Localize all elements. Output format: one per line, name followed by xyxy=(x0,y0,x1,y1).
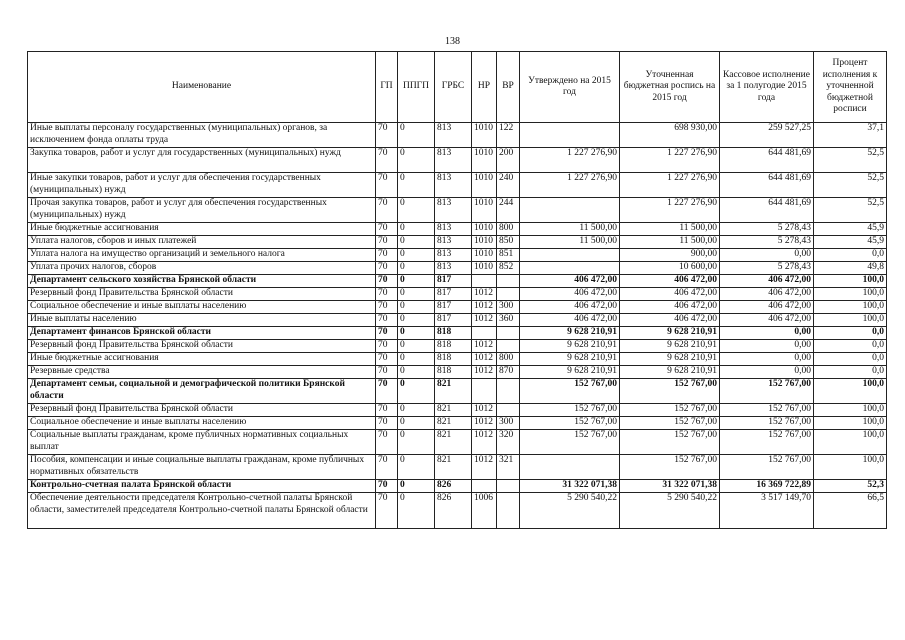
cash-cell: 259 527,25 xyxy=(720,123,814,148)
gp-cell: 70 xyxy=(376,301,398,314)
cash-cell: 0,00 xyxy=(720,366,814,379)
name-cell: Иные закупки товаров, работ и услуг для обеспечения государственных (муниципальных) нужд xyxy=(28,173,376,198)
grbs-cell: 817 xyxy=(435,314,472,327)
percent-cell: 45,9 xyxy=(814,223,887,236)
approved-cell xyxy=(520,198,620,223)
name-cell: Резервные средства xyxy=(28,366,376,379)
cash-cell: 644 481,69 xyxy=(720,173,814,198)
ppgp-cell: 0 xyxy=(398,249,435,262)
np-cell xyxy=(472,327,497,340)
refined-cell: 11 500,00 xyxy=(620,223,720,236)
refined-cell: 5 290 540,22 xyxy=(620,493,720,529)
header-refined: Уточненная бюджетная роспись на 2015 год xyxy=(620,52,720,123)
percent-cell: 100,0 xyxy=(814,430,887,455)
ppgp-cell: 0 xyxy=(398,148,435,173)
grbs-cell: 813 xyxy=(435,173,472,198)
np-cell: 1010 xyxy=(472,173,497,198)
grbs-cell: 818 xyxy=(435,340,472,353)
refined-cell: 10 600,00 xyxy=(620,262,720,275)
percent-cell: 45,9 xyxy=(814,236,887,249)
table-row xyxy=(28,353,887,366)
gp-cell: 70 xyxy=(376,288,398,301)
name-cell: Социальные выплаты гражданам, кроме публичных нормативных социальных выплат xyxy=(28,430,376,455)
grbs-cell: 821 xyxy=(435,417,472,430)
percent-cell: 66,5 xyxy=(814,493,887,529)
approved-cell: 9 628 210,91 xyxy=(520,353,620,366)
header-np: НР xyxy=(472,52,497,123)
np-cell: 1012 xyxy=(472,314,497,327)
np-cell: 1012 xyxy=(472,340,497,353)
budget-execution-table xyxy=(27,51,887,529)
ppgp-cell: 0 xyxy=(398,314,435,327)
gp-cell: 70 xyxy=(376,198,398,223)
ppgp-cell: 0 xyxy=(398,404,435,417)
np-cell xyxy=(472,480,497,493)
approved-cell: 152 767,00 xyxy=(520,417,620,430)
cash-cell: 152 767,00 xyxy=(720,404,814,417)
vr-cell: 870 xyxy=(497,366,520,379)
ppgp-cell: 0 xyxy=(398,327,435,340)
np-cell: 1012 xyxy=(472,430,497,455)
percent-cell: 100,0 xyxy=(814,455,887,480)
np-cell: 1012 xyxy=(472,366,497,379)
table-row xyxy=(28,249,887,262)
percent-cell: 0,0 xyxy=(814,366,887,379)
name-cell: Контрольно-счетная палата Брянской области xyxy=(28,480,376,493)
gp-cell: 70 xyxy=(376,455,398,480)
percent-cell: 52,5 xyxy=(814,198,887,223)
name-cell: Прочая закупка товаров, работ и услуг для обеспечения государственных (муниципальных) нужд xyxy=(28,198,376,223)
refined-cell: 1 227 276,90 xyxy=(620,198,720,223)
np-cell: 1012 xyxy=(472,301,497,314)
cash-cell: 5 278,43 xyxy=(720,236,814,249)
refined-cell: 152 767,00 xyxy=(620,455,720,480)
cash-cell: 16 369 722,89 xyxy=(720,480,814,493)
name-cell: Обеспечение деятельности председателя Контрольно-счетной палаты Брянской области, заместителей председателя Контрольно-счетной палаты Брянской области xyxy=(28,493,376,529)
percent-cell: 52,5 xyxy=(814,173,887,198)
percent-cell: 100,0 xyxy=(814,404,887,417)
gp-cell: 70 xyxy=(376,236,398,249)
grbs-cell: 818 xyxy=(435,353,472,366)
np-cell: 1010 xyxy=(472,249,497,262)
table-row xyxy=(28,493,887,529)
approved-cell: 11 500,00 xyxy=(520,223,620,236)
percent-cell: 49,8 xyxy=(814,262,887,275)
grbs-cell: 821 xyxy=(435,379,472,404)
table-row xyxy=(28,301,887,314)
name-cell: Департамент семьи, социальной и демографической политики Брянской области xyxy=(28,379,376,404)
name-cell: Департамент финансов Брянской области xyxy=(28,327,376,340)
approved-cell: 152 767,00 xyxy=(520,404,620,417)
gp-cell: 70 xyxy=(376,314,398,327)
grbs-cell: 817 xyxy=(435,288,472,301)
refined-cell: 152 767,00 xyxy=(620,430,720,455)
ppgp-cell: 0 xyxy=(398,236,435,249)
grbs-cell: 813 xyxy=(435,123,472,148)
approved-cell: 152 767,00 xyxy=(520,379,620,404)
gp-cell: 70 xyxy=(376,275,398,288)
approved-cell xyxy=(520,455,620,480)
refined-cell: 406 472,00 xyxy=(620,301,720,314)
ppgp-cell: 0 xyxy=(398,173,435,198)
table-row xyxy=(28,223,887,236)
grbs-cell: 813 xyxy=(435,223,472,236)
vr-cell: 851 xyxy=(497,249,520,262)
vr-cell: 240 xyxy=(497,173,520,198)
name-cell: Пособия, компенсации и иные социальные выплаты гражданам, кроме публичных нормативных обязательств xyxy=(28,455,376,480)
ppgp-cell: 0 xyxy=(398,301,435,314)
ppgp-cell: 0 xyxy=(398,288,435,301)
table-row xyxy=(28,417,887,430)
gp-cell: 70 xyxy=(376,417,398,430)
grbs-cell: 821 xyxy=(435,430,472,455)
refined-cell: 152 767,00 xyxy=(620,417,720,430)
ppgp-cell: 0 xyxy=(398,275,435,288)
header-grbs: ГРБС xyxy=(435,52,472,123)
gp-cell: 70 xyxy=(376,123,398,148)
name-cell: Уплата налога на имущество организаций и земельного налога xyxy=(28,249,376,262)
refined-cell: 11 500,00 xyxy=(620,236,720,249)
vr-cell: 200 xyxy=(497,148,520,173)
refined-cell: 1 227 276,90 xyxy=(620,173,720,198)
np-cell: 1010 xyxy=(472,236,497,249)
approved-cell: 9 628 210,91 xyxy=(520,340,620,353)
table-row xyxy=(28,430,887,455)
ppgp-cell: 0 xyxy=(398,123,435,148)
vr-cell xyxy=(497,379,520,404)
table-header-row xyxy=(28,52,887,123)
name-cell: Социальное обеспечение и иные выплаты населению xyxy=(28,301,376,314)
np-cell: 1012 xyxy=(472,353,497,366)
gp-cell: 70 xyxy=(376,379,398,404)
cash-cell: 0,00 xyxy=(720,340,814,353)
percent-cell: 52,3 xyxy=(814,480,887,493)
table-row xyxy=(28,327,887,340)
cash-cell: 5 278,43 xyxy=(720,262,814,275)
refined-cell: 406 472,00 xyxy=(620,314,720,327)
np-cell: 1010 xyxy=(472,198,497,223)
table-row xyxy=(28,198,887,223)
name-cell: Иные выплаты населению xyxy=(28,314,376,327)
cash-cell: 406 472,00 xyxy=(720,314,814,327)
approved-cell: 1 227 276,90 xyxy=(520,148,620,173)
percent-cell: 100,0 xyxy=(814,417,887,430)
refined-cell: 9 628 210,91 xyxy=(620,366,720,379)
np-cell: 1010 xyxy=(472,223,497,236)
page-number: 138 xyxy=(445,36,460,47)
name-cell: Резервный фонд Правительства Брянской области xyxy=(28,288,376,301)
np-cell: 1006 xyxy=(472,493,497,529)
table-row xyxy=(28,173,887,198)
percent-cell: 100,0 xyxy=(814,301,887,314)
header-vr: ВР xyxy=(497,52,520,123)
percent-cell: 100,0 xyxy=(814,288,887,301)
refined-cell: 31 322 071,38 xyxy=(620,480,720,493)
refined-cell: 152 767,00 xyxy=(620,379,720,404)
vr-cell xyxy=(497,275,520,288)
ppgp-cell: 0 xyxy=(398,223,435,236)
cash-cell: 0,00 xyxy=(720,353,814,366)
ppgp-cell: 0 xyxy=(398,480,435,493)
cash-cell: 406 472,00 xyxy=(720,301,814,314)
header-ppgp: ППГП xyxy=(398,52,435,123)
refined-cell: 1 227 276,90 xyxy=(620,148,720,173)
grbs-cell: 818 xyxy=(435,327,472,340)
grbs-cell: 826 xyxy=(435,480,472,493)
header-approved: Утверждено на 2015 год xyxy=(520,52,620,123)
refined-cell: 698 930,00 xyxy=(620,123,720,148)
percent-cell: 52,5 xyxy=(814,148,887,173)
approved-cell xyxy=(520,249,620,262)
vr-cell xyxy=(497,288,520,301)
approved-cell: 5 290 540,22 xyxy=(520,493,620,529)
table-row xyxy=(28,262,887,275)
grbs-cell: 821 xyxy=(435,404,472,417)
vr-cell xyxy=(497,493,520,529)
np-cell: 1012 xyxy=(472,404,497,417)
gp-cell: 70 xyxy=(376,223,398,236)
vr-cell: 800 xyxy=(497,223,520,236)
name-cell: Социальное обеспечение и иные выплаты населению xyxy=(28,417,376,430)
table-row xyxy=(28,404,887,417)
table-row xyxy=(28,123,887,148)
cash-cell: 3 517 149,70 xyxy=(720,493,814,529)
cash-cell: 644 481,69 xyxy=(720,148,814,173)
np-cell: 1010 xyxy=(472,148,497,173)
cash-cell: 644 481,69 xyxy=(720,198,814,223)
approved-cell: 406 472,00 xyxy=(520,301,620,314)
approved-cell xyxy=(520,262,620,275)
gp-cell: 70 xyxy=(376,480,398,493)
vr-cell xyxy=(497,327,520,340)
vr-cell: 300 xyxy=(497,301,520,314)
ppgp-cell: 0 xyxy=(398,417,435,430)
gp-cell: 70 xyxy=(376,366,398,379)
table-row xyxy=(28,275,887,288)
name-cell: Департамент сельского хозяйства Брянской области xyxy=(28,275,376,288)
cash-cell: 5 278,43 xyxy=(720,223,814,236)
percent-cell: 0,0 xyxy=(814,249,887,262)
grbs-cell: 813 xyxy=(435,249,472,262)
grbs-cell: 817 xyxy=(435,275,472,288)
cash-cell: 152 767,00 xyxy=(720,430,814,455)
percent-cell: 100,0 xyxy=(814,275,887,288)
cash-cell: 152 767,00 xyxy=(720,379,814,404)
approved-cell: 406 472,00 xyxy=(520,275,620,288)
table-row xyxy=(28,236,887,249)
np-cell: 1010 xyxy=(472,262,497,275)
grbs-cell: 813 xyxy=(435,236,472,249)
vr-cell: 300 xyxy=(497,417,520,430)
table-row xyxy=(28,379,887,404)
name-cell: Иные бюджетные ассигнования xyxy=(28,353,376,366)
ppgp-cell: 0 xyxy=(398,493,435,529)
percent-cell: 37,1 xyxy=(814,123,887,148)
name-cell: Закупка товаров, работ и услуг для государственных (муниципальных) нужд xyxy=(28,148,376,173)
vr-cell xyxy=(497,404,520,417)
np-cell: 1010 xyxy=(472,123,497,148)
table-row xyxy=(28,314,887,327)
approved-cell: 31 322 071,38 xyxy=(520,480,620,493)
gp-cell: 70 xyxy=(376,404,398,417)
approved-cell: 152 767,00 xyxy=(520,430,620,455)
cash-cell: 406 472,00 xyxy=(720,275,814,288)
gp-cell: 70 xyxy=(376,148,398,173)
name-cell: Уплата налогов, сборов и иных платежей xyxy=(28,236,376,249)
table-body xyxy=(28,123,887,529)
header-name: Наименование xyxy=(28,52,376,123)
gp-cell: 70 xyxy=(376,327,398,340)
gp-cell: 70 xyxy=(376,249,398,262)
percent-cell: 0,0 xyxy=(814,340,887,353)
grbs-cell: 821 xyxy=(435,455,472,480)
gp-cell: 70 xyxy=(376,340,398,353)
table-row xyxy=(28,366,887,379)
np-cell: 1012 xyxy=(472,455,497,480)
np-cell xyxy=(472,379,497,404)
vr-cell: 244 xyxy=(497,198,520,223)
approved-cell: 11 500,00 xyxy=(520,236,620,249)
vr-cell: 800 xyxy=(497,353,520,366)
name-cell: Уплата прочих налогов, сборов xyxy=(28,262,376,275)
grbs-cell: 813 xyxy=(435,198,472,223)
vr-cell xyxy=(497,480,520,493)
table-row xyxy=(28,455,887,480)
np-cell: 1012 xyxy=(472,288,497,301)
name-cell: Резервный фонд Правительства Брянской области xyxy=(28,340,376,353)
refined-cell: 9 628 210,91 xyxy=(620,340,720,353)
header-gp: ГП xyxy=(376,52,398,123)
name-cell: Иные бюджетные ассигнования xyxy=(28,223,376,236)
refined-cell: 406 472,00 xyxy=(620,288,720,301)
cash-cell: 152 767,00 xyxy=(720,417,814,430)
cash-cell: 0,00 xyxy=(720,327,814,340)
gp-cell: 70 xyxy=(376,353,398,366)
refined-cell: 900,00 xyxy=(620,249,720,262)
vr-cell: 852 xyxy=(497,262,520,275)
grbs-cell: 813 xyxy=(435,148,472,173)
percent-cell: 100,0 xyxy=(814,379,887,404)
table-row xyxy=(28,340,887,353)
refined-cell: 9 628 210,91 xyxy=(620,353,720,366)
name-cell: Иные выплаты персоналу государственных (муниципальных) органов, за исключением фонда оплаты труда xyxy=(28,123,376,148)
refined-cell: 9 628 210,91 xyxy=(620,327,720,340)
ppgp-cell: 0 xyxy=(398,340,435,353)
cash-cell: 152 767,00 xyxy=(720,455,814,480)
refined-cell: 406 472,00 xyxy=(620,275,720,288)
approved-cell: 1 227 276,90 xyxy=(520,173,620,198)
ppgp-cell: 0 xyxy=(398,366,435,379)
header-cash: Кассовое исполнение за 1 полугодие 2015 года xyxy=(720,52,814,123)
vr-cell xyxy=(497,340,520,353)
gp-cell: 70 xyxy=(376,430,398,455)
np-cell: 1012 xyxy=(472,417,497,430)
vr-cell: 122 xyxy=(497,123,520,148)
gp-cell: 70 xyxy=(376,262,398,275)
gp-cell: 70 xyxy=(376,173,398,198)
table-row xyxy=(28,480,887,493)
table-row xyxy=(28,288,887,301)
ppgp-cell: 0 xyxy=(398,262,435,275)
grbs-cell: 813 xyxy=(435,262,472,275)
approved-cell xyxy=(520,123,620,148)
ppgp-cell: 0 xyxy=(398,198,435,223)
name-cell: Резервный фонд Правительства Брянской области xyxy=(28,404,376,417)
percent-cell: 100,0 xyxy=(814,314,887,327)
ppgp-cell: 0 xyxy=(398,379,435,404)
gp-cell: 70 xyxy=(376,493,398,529)
approved-cell: 406 472,00 xyxy=(520,314,620,327)
approved-cell: 9 628 210,91 xyxy=(520,366,620,379)
percent-cell: 0,0 xyxy=(814,327,887,340)
approved-cell: 406 472,00 xyxy=(520,288,620,301)
cash-cell: 406 472,00 xyxy=(720,288,814,301)
grbs-cell: 818 xyxy=(435,366,472,379)
table-row xyxy=(28,148,887,173)
vr-cell: 360 xyxy=(497,314,520,327)
grbs-cell: 817 xyxy=(435,301,472,314)
refined-cell: 152 767,00 xyxy=(620,404,720,417)
ppgp-cell: 0 xyxy=(398,455,435,480)
vr-cell: 321 xyxy=(497,455,520,480)
vr-cell: 320 xyxy=(497,430,520,455)
vr-cell: 850 xyxy=(497,236,520,249)
percent-cell: 0,0 xyxy=(814,353,887,366)
grbs-cell: 826 xyxy=(435,493,472,529)
cash-cell: 0,00 xyxy=(720,249,814,262)
ppgp-cell: 0 xyxy=(398,430,435,455)
np-cell xyxy=(472,275,497,288)
approved-cell: 9 628 210,91 xyxy=(520,327,620,340)
header-percent: Процент исполнения к уточненной бюджетной росписи xyxy=(814,52,887,123)
ppgp-cell: 0 xyxy=(398,353,435,366)
